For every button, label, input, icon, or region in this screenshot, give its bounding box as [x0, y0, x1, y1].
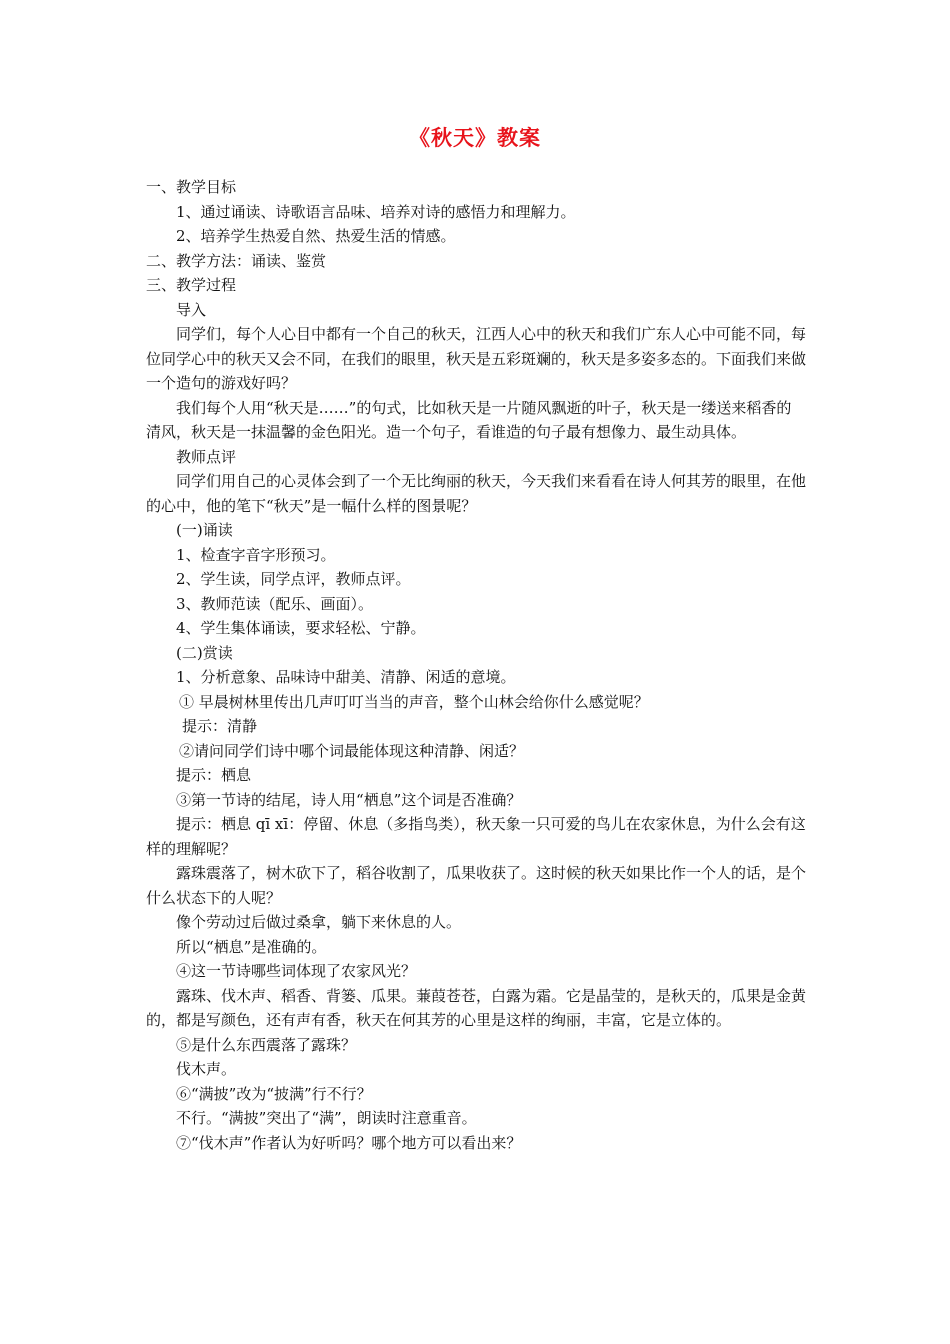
paragraph: 同学们用自己的心灵体会到了一个无比绚丽的秋天，今天我们来看看在诗人何其芳的眼里，在他的心中，他的笔下“秋天”是一幅什么样的图景呢？ — [146, 472, 807, 515]
paragraph: 像个劳动过后做过桑拿，躺下来休息的人。 — [176, 913, 462, 931]
paragraph: ③第一节诗的结尾，诗人用“栖息”这个词是否准确？ — [176, 790, 522, 809]
paragraph: 所以“栖息”是准确的。 — [176, 937, 327, 956]
paragraph: 1、通过诵读、诗歌语言品味、培养对诗的感悟力和理解力。 — [176, 202, 576, 221]
paragraph: 不行。“满披”突出了“满”，朗读时注意重音。 — [176, 1109, 477, 1127]
paragraph: (二)赏读 — [176, 643, 233, 662]
paragraph: 同学们，每个人心目中都有一个自己的秋天，江西人心中的秋天和我们广东人心中可能不同，每位同学心中的秋天又会不同，在我们的眼里，秋天是五彩斑斓的，秋天是多姿多态的。下面我们来做一个造句的游戏好吗？ — [146, 325, 807, 392]
paragraph: 二、教学方法：诵读、鉴赏 — [146, 251, 327, 270]
paragraph: 伐木声。 — [176, 1060, 237, 1078]
paragraph: 导入 — [176, 300, 207, 319]
paragraph: 提示：清静 — [182, 717, 258, 735]
paragraph: 3、教师范读（配乐、画面）。 — [176, 594, 374, 613]
paragraph: 露珠、伐木声、稻香、背篓、瓜果。蒹葭苍苍，白露为霜。它是晶莹的，是秋天的，瓜果是金黄的，都是写颜色，还有声有香，秋天在何其芳的心里是这样的绚丽，丰富，它是立体的。 — [146, 986, 807, 1029]
paragraph: 提示：栖息 qī xī：停留、休息（多指鸟类），秋天象一只可爱的鸟儿在农家休息，为什么会有这样的理解呢？ — [146, 815, 806, 858]
paragraph: ④这一节诗哪些词体现了农家风光？ — [176, 962, 417, 980]
paragraph: ⑥“满披”改为“披满”行不行？ — [176, 1084, 372, 1103]
paragraph: 1、检查字音字形预习。 — [176, 545, 336, 564]
paragraph: (一)诵读 — [176, 521, 233, 539]
paragraph: 一、教学目标 — [146, 178, 237, 196]
document-title: 《秋天》教案 — [409, 125, 541, 150]
paragraph: 提示：栖息 — [176, 766, 252, 784]
paragraph: 教师点评 — [176, 447, 237, 466]
paragraph: 三、教学过程 — [146, 276, 237, 294]
paragraph: 4、学生集体诵读，要求轻松、宁静。 — [176, 619, 426, 637]
paragraph: ⑦“伐木声”作者认为好听吗？哪个地方可以看出来？ — [176, 1133, 522, 1152]
document-body — [146, 175, 806, 1155]
paragraph: ⑤是什么东西震落了露珠？ — [176, 1035, 357, 1054]
paragraph: 1、分析意象、品味诗中甜美、清静、闲适的意境。 — [176, 668, 516, 686]
paragraph: 2、学生读，同学点评，教师点评。 — [176, 570, 411, 588]
paragraph: 露珠震落了，树木砍下了，稻谷收割了，瓜果收获了。这时候的秋天如果比作一个人的话，是个什么状态下的人呢？ — [146, 864, 807, 907]
paragraph: ②请问同学们诗中哪个词最能体现这种清静、闲适？ — [179, 741, 525, 760]
paragraph: ① 早晨树林里传出几声叮叮当当的声音，整个山林会给你什么感觉呢？ — [179, 692, 649, 711]
paragraph: 我们每个人用“秋天是……”的句式，比如秋天是一片随风飘逝的叶子，秋天是一缕送来稻香的清风，秋天是一抹温馨的金色阳光。造一个句子，看谁造的句子最有想像力、最生动具体。 — [146, 398, 792, 441]
paragraph: 2、培养学生热爱自然、热爱生活的情感。 — [176, 227, 456, 245]
